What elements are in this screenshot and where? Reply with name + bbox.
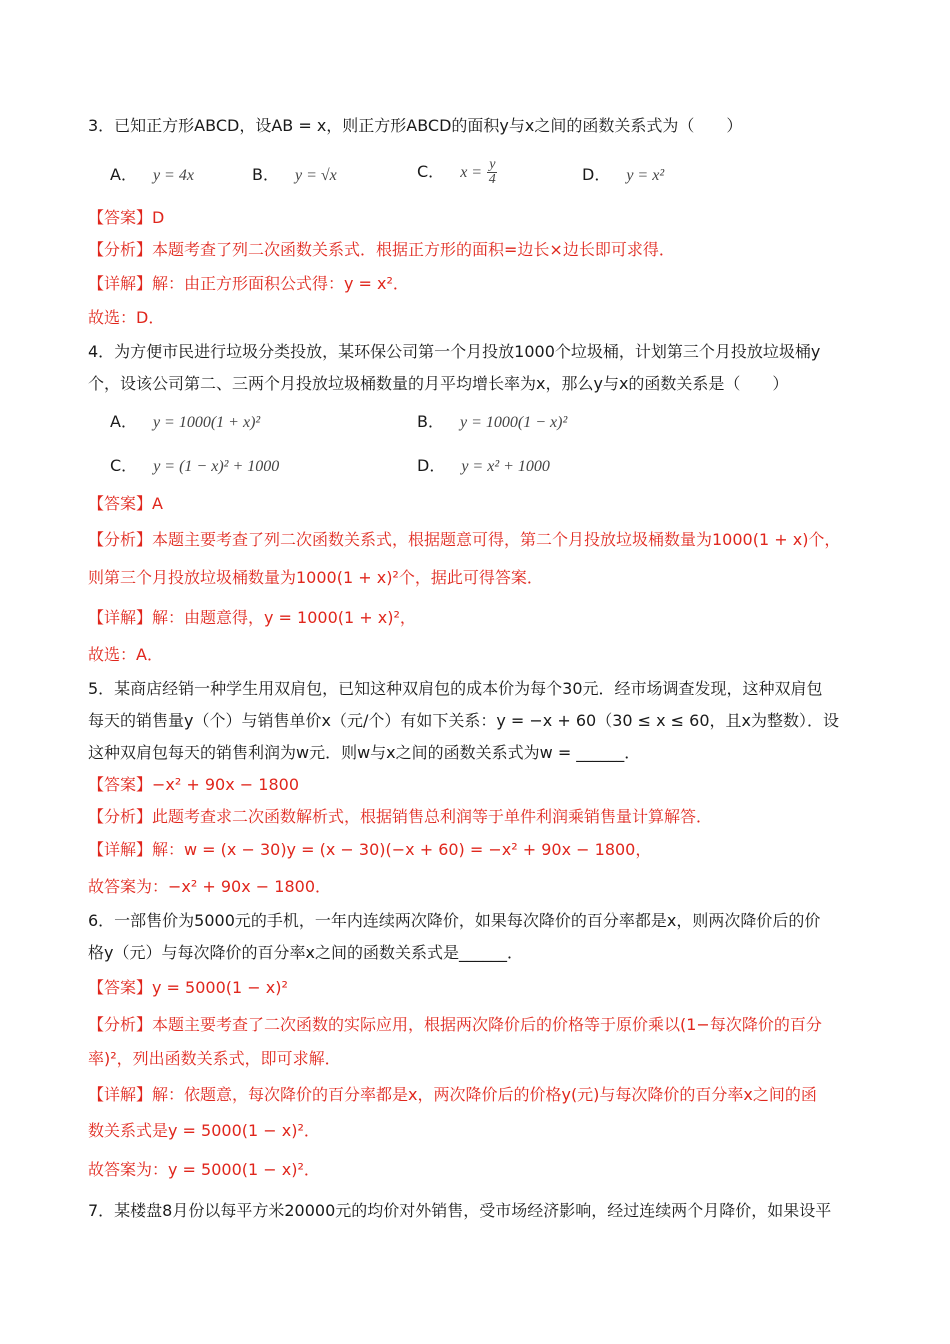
q3-analysis: 【分析】本题考查了列二次函数关系式．根据正方形的面积=边长×边长即可求得． [88,240,675,259]
q6-analysis-line1: 【分析】本题主要考查了二次函数的实际应用，根据两次降价后的价格等于原价乘以(1−每次降价的百分 [88,1015,822,1034]
q4-stem-line1: 4．为方便市民进行垃圾分类投放，某环保公司第一个月投放1000个垃圾桶，计划第三个月投放垃圾桶y [88,342,821,361]
q6-detail-line2: 数关系式是y = 5000(1 − x)²． [88,1121,320,1140]
q5-analysis: 【分析】此题考查求二次函数解析式，根据销售总利润等于单件利润乘销售量计算解答． [88,807,713,826]
option-formula: y = √x [294,167,337,184]
q5-conclusion: 故答案为：−x² + 90x − 1800． [88,877,331,896]
q4-option-a [110,410,260,435]
option-formula: y = (1 − x)² + 1000 [153,458,280,475]
q3-detail: 【详解】解：由正方形面积公式得：y = x²． [88,274,409,293]
option-label: C． [417,162,445,181]
option-formula: y = 1000(1 − x)² [459,414,568,431]
option-label: B． [417,412,444,431]
option-formula: y = 1000(1 + x)² [152,414,261,431]
q4-option-c [110,454,279,479]
q7-stem-line1: 7．某楼盘8月份以每平方米20000元的均价对外销售，受市场经济影响，经过连续两个月降价，如果设平 [88,1201,832,1220]
q5-stem-line3: 这种双肩包每天的销售利润为w元．则w与x之间的函数关系式为w = ______． [88,743,641,762]
option-label: D． [417,456,446,475]
option-formula: y = x² [626,167,665,184]
q5-detail: 【详解】解：w = (x − 30)y = (x − 30)(−x + 60) = −x² + 90x − 1800， [88,840,652,859]
q4-answer: 【答案】A [88,494,163,513]
q3-option-b [252,163,337,188]
q4-option-d [417,454,550,479]
q6-conclusion: 故答案为：y = 5000(1 − x)²． [88,1160,320,1179]
option-formula: y = 4x [152,167,194,184]
q3-conclusion: 故选：D． [88,308,165,327]
q6-answer: 【答案】y = 5000(1 − x)² [88,978,288,997]
fraction: $\frac{y}{4}$ [488,157,496,187]
q6-analysis-line2: 率)²，列出函数关系式，即可求解． [88,1049,341,1068]
q3-answer: 【答案】D [88,208,165,227]
q4-analysis-line2: 则第三个月投放垃圾桶数量为1000(1 + x)²个，据此可得答案． [88,568,543,587]
q4-conclusion: 故选：A． [88,645,163,664]
q4-option-b [417,410,567,435]
q6-stem-line2: 格y（元）与每次降价的百分率x之间的函数关系式是______． [88,943,523,962]
q4-stem-line2: 个，设该公司第二、三两个月投放垃圾桶数量的月平均增长率为x，那么y与x的函数关系是（ ） [88,374,789,393]
option-label: D． [582,165,611,184]
q6-stem-line1: 6．一部售价为5000元的手机，一年内连续两次降价，如果每次降价的百分率都是x，则两次降价后的价 [88,911,821,930]
q4-detail: 【详解】解：由题意得，y = 1000(1 + x)²， [88,608,416,627]
q4-analysis-line1: 【分析】本题主要考查了列二次函数关系式，根据题意可得，第二个月投放垃圾桶数量为1000(1 + x)个， [88,530,841,549]
option-formula: y = x² + 1000 [461,458,550,475]
q6-detail-line1: 【详解】解：依题意，每次降价的百分率都是x，两次降价后的价格y(元)与每次降价的百分率x之间的函 [88,1085,817,1104]
option-label: C． [110,456,138,475]
option-label: A． [110,412,137,431]
option-formula-left: x = [460,164,483,181]
q3-stem: 3．已知正方形ABCD，设AB = x，则正方形ABCD的面积y与x之间的函数关系式为（ ） [88,116,743,135]
option-label: B． [252,165,279,184]
q3-option-d [582,163,664,188]
option-label: A． [110,165,137,184]
q5-stem-line1: 5．某商店经销一种学生用双肩包，已知这种双肩包的成本价为每个30元．经市场调查发现，这种双肩包 [88,679,823,698]
q3-option-c [417,158,497,187]
q3-option-a [110,163,194,188]
q5-stem-line2: 每天的销售量y（个）与销售单价x（元/个）有如下关系：y = −x + 60（30 ≤ x ≤ 60，且x为整数）．设 [88,711,840,730]
q5-answer: 【答案】−x² + 90x − 1800 [88,775,299,794]
